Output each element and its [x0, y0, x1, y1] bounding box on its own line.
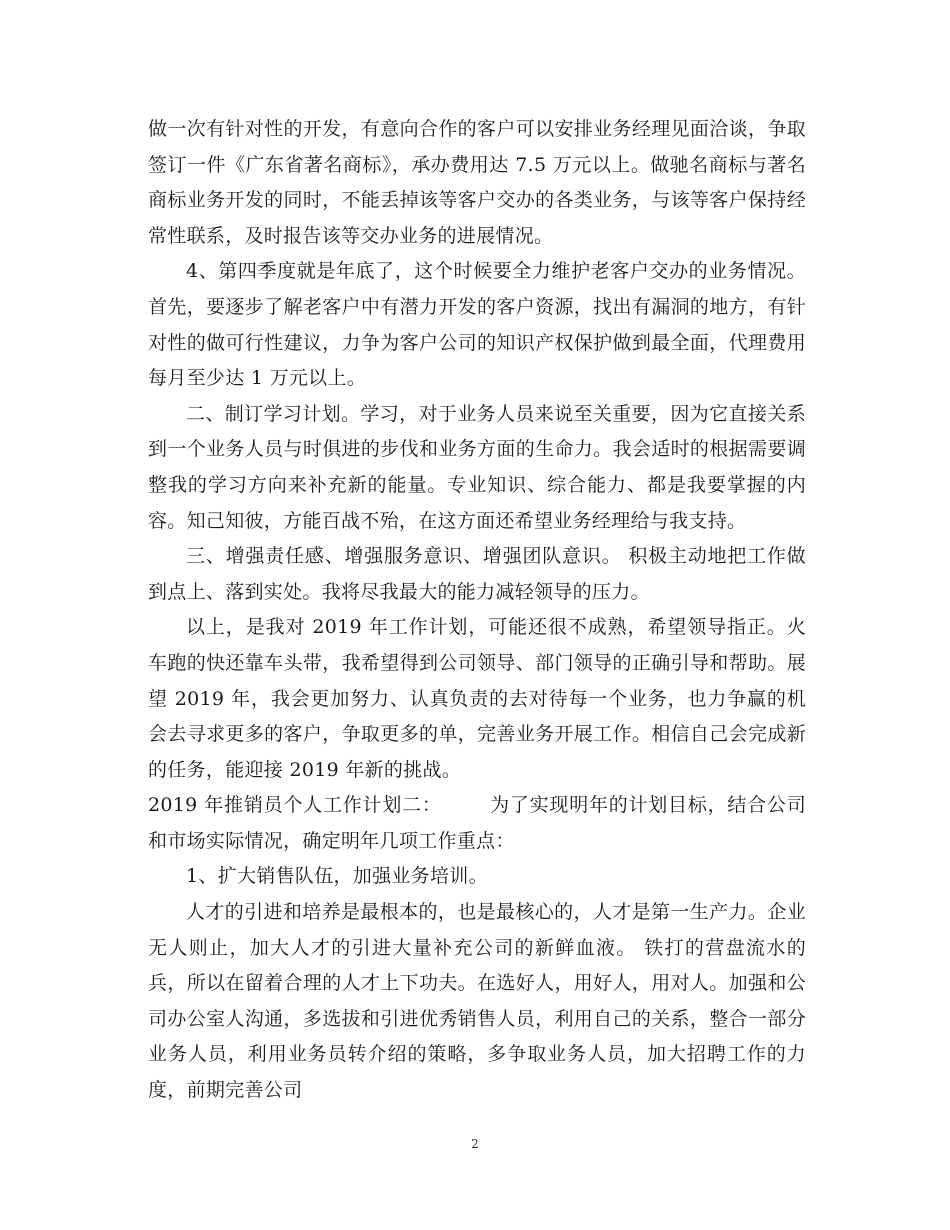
section-heading-line [148, 788, 806, 859]
page-number: 2 [471, 1137, 479, 1151]
section-intro: 为了实现明年的计划目标，结合公司和市场实际情况，确定明年几项工作重点： [148, 794, 806, 852]
paragraph-responsibility: 三、增强责任感、增强服务意识、增强团队意识。 积极主动地把工作做到点上、落到实处。我将尽我最大的能力减轻领导的压力。 [148, 545, 806, 603]
paragraph-continuation: 做一次有针对性的开发，有意向合作的客户可以安排业务经理见面洽谈，争取签订一件《广东省著名商标》，承办费用达 7.5 万元以上。做驰名商标与著名商标业务开发的同时，不能丢掉该等客户交办的各类业务，与该等客户保持经常性联系，及时报告该等交办业务的进展情况。 [148, 118, 806, 247]
paragraph-q4-plan: 4、第四季度就是年底了，这个时候要全力维护老客户交办的业务情况。首先，要逐步了解老客户中有潜力开发的客户资源，找出有漏洞的地方，有针对性的做可行性建议，力争为客户公司的知识产权保护做到最全面，代理费用每月至少达 1 万元以上。 [148, 260, 806, 390]
point-1-heading: 1、扩大销售队伍，加强业务培训。 [186, 865, 488, 888]
section-title: 2019 年推销员个人工作计划二： [148, 794, 442, 817]
paragraph-talent: 人才的引进和培养是最根本的，也是最核心的，人才是第一生产力。企业无人则止，加大人才的引进大量补充公司的新鲜血液。 铁打的营盘流水的兵，所以在留着合理的人才上下功夫。在选好人，用好人，用对人。加强和公司办公室人沟通，多选拔和引进优秀销售人员，利用自己的关系，整合一部分业务人员，利用业务员转介绍的策略，多争取业务人员，加大招聘工作的力度，前期完善公司 [148, 901, 806, 1102]
paragraph-study-plan: 二、制订学习计划。学习，对于业务人员来说至关重要，因为它直接关系到一个业务人员与时俱进的步伐和业务方面的生命力。我会适时的根据需要调整我的学习方向来补充新的能量。专业知识、综合能力、都是我要掌握的内容。知己知彼，方能百战不殆，在这方面还希望业务经理给与我支持。 [148, 402, 806, 532]
paragraph-conclusion: 以上，是我对 2019 年工作计划，可能还很不成熟，希望领导指正。火车跑的快还靠车头带，我希望得到公司领导、部门领导的正确引导和帮助。展望 2019 年，我会更加努力、认真负责的去对待每一个业务，也力争赢的机会去寻求更多的客户，争取更多的单，完善业务开展工作。相信自己会完成新的任务，能迎接 2019 年新的挑战。 [148, 616, 806, 781]
document-body [148, 112, 806, 1109]
